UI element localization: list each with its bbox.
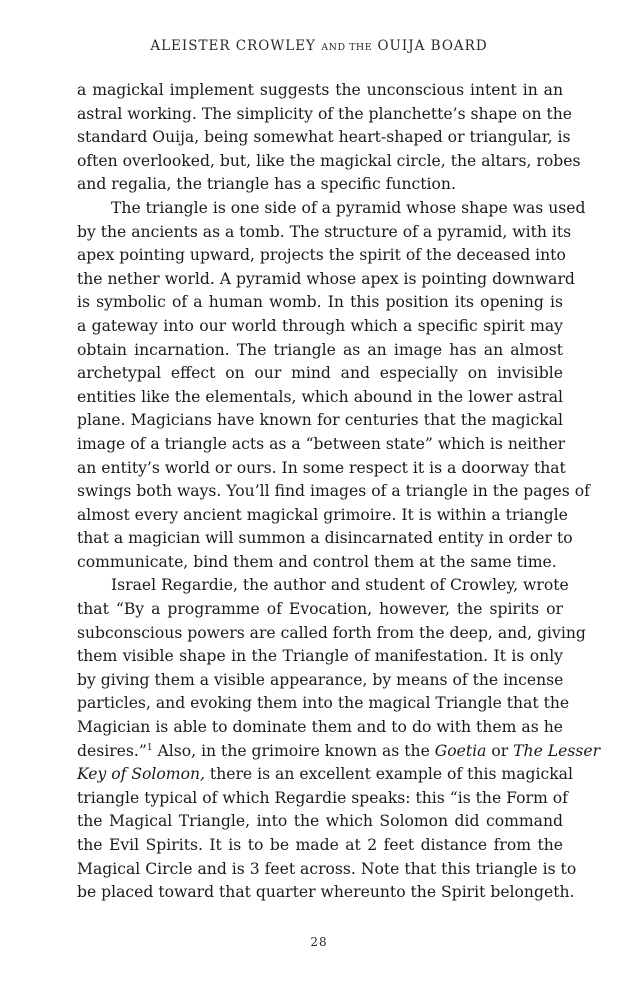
text-line: by the ancients as a tomb. The structure of a pyramid, with its [77,222,572,241]
footnote-marker: 1 [146,742,153,753]
text-line: be placed toward that quarter whereunto the Spirit belongeth. [77,883,575,902]
text-line: a magickal implement suggests the unconscious intent in an [77,81,563,99]
text-line: almost every ancient magickal grimoire. It is within a triangle [77,505,568,524]
body-text [77,79,601,905]
text-line-with-footnote [77,740,601,764]
text-line: obtain incarnation. The triangle as an image has an almost [77,340,563,359]
text-line: that a magician will summon a disincarnated entity in order to [77,529,573,548]
text-line: that “By a programme of Evocation, however, the spirits or [77,600,563,619]
line-part: Also, in the grimoire known as the [152,741,435,760]
paragraph-start-line: The triangle is one side of a pyramid whose shape was used [111,198,586,217]
running-head [0,38,638,54]
text-line: entities like the elementals, which abound in the lower astral [77,387,563,406]
text-line: often overlooked, but, like the magickal circle, the altars, robes [77,151,581,170]
text-line: plane. Magicians have known for centuries that the magickal [77,411,563,430]
text-line: Magical Circle and is 3 feet across. Note that this triangle is to [77,859,577,878]
line-part: or [486,741,514,760]
text-line: particles, and evoking them into the magical Triangle that the [77,694,570,713]
text-line: an entity’s world or ours. In some respect it is a doorway that [77,458,566,477]
text-line: standard Ouija, being somewhat heart-shaped or triangular, is [77,128,571,147]
line-part: desires.” [77,741,147,760]
text-line: the nether world. A pyramid whose apex is pointing downward [77,269,575,288]
text-line: them visible shape in the Triangle of manifestation. It is only [77,647,563,666]
text-line: is symbolic of a human womb. In this position its opening is [77,293,563,312]
book-title-goetia: Goetia [434,741,487,760]
running-head-subject: OUIJA BOARD [377,38,488,54]
text-line: triangle typical of which Regardie speaks: this “is the Form of [77,788,568,807]
text-line: subconscious powers are called forth from the deep, and, giving [77,623,586,642]
text-line: Magician is able to dominate them and to do with them as he [77,718,563,737]
text-line: communicate, bind them and control them at the same time. [77,552,557,571]
running-head-author: ALEISTER CROWLEY [150,38,316,54]
running-head-conjunction: AND THE [321,42,373,53]
text-line: a gateway into our world through which a specific spirit may [77,316,563,335]
book-title-key-of-solomon: Key of Solomon, [77,765,205,784]
line-part: there is an excellent example of this magickal [204,765,573,784]
paragraph-start-line: Israel Regardie, the author and student of Crowley, wrote [111,576,569,595]
text-line: apex pointing upward, projects the spirit of the deceased into [77,246,566,265]
text-line: the Evil Spirits. It is to be made at 2 feet distance from the [77,836,563,854]
text-line: swings both ways. You’ll find images of a triangle in the pages of [77,482,590,501]
text-line: archetypal effect on our mind and especially on invisible [77,364,563,383]
text-line: astral working. The simplicity of the planchette’s shape on the [77,104,572,123]
text-line: the Magical Triangle, into the which Solomon did command [77,812,563,831]
text-line: by giving them a visible appearance, by means of the incense [77,670,564,689]
text-line: image of a triangle acts as a “between state” which is neither [77,434,566,453]
page-number: 28 [310,935,328,949]
text-line: and regalia, the triangle has a specific function. [77,175,456,194]
book-title-lesser: The Lesser [513,741,601,760]
text-line-with-title [77,763,573,787]
